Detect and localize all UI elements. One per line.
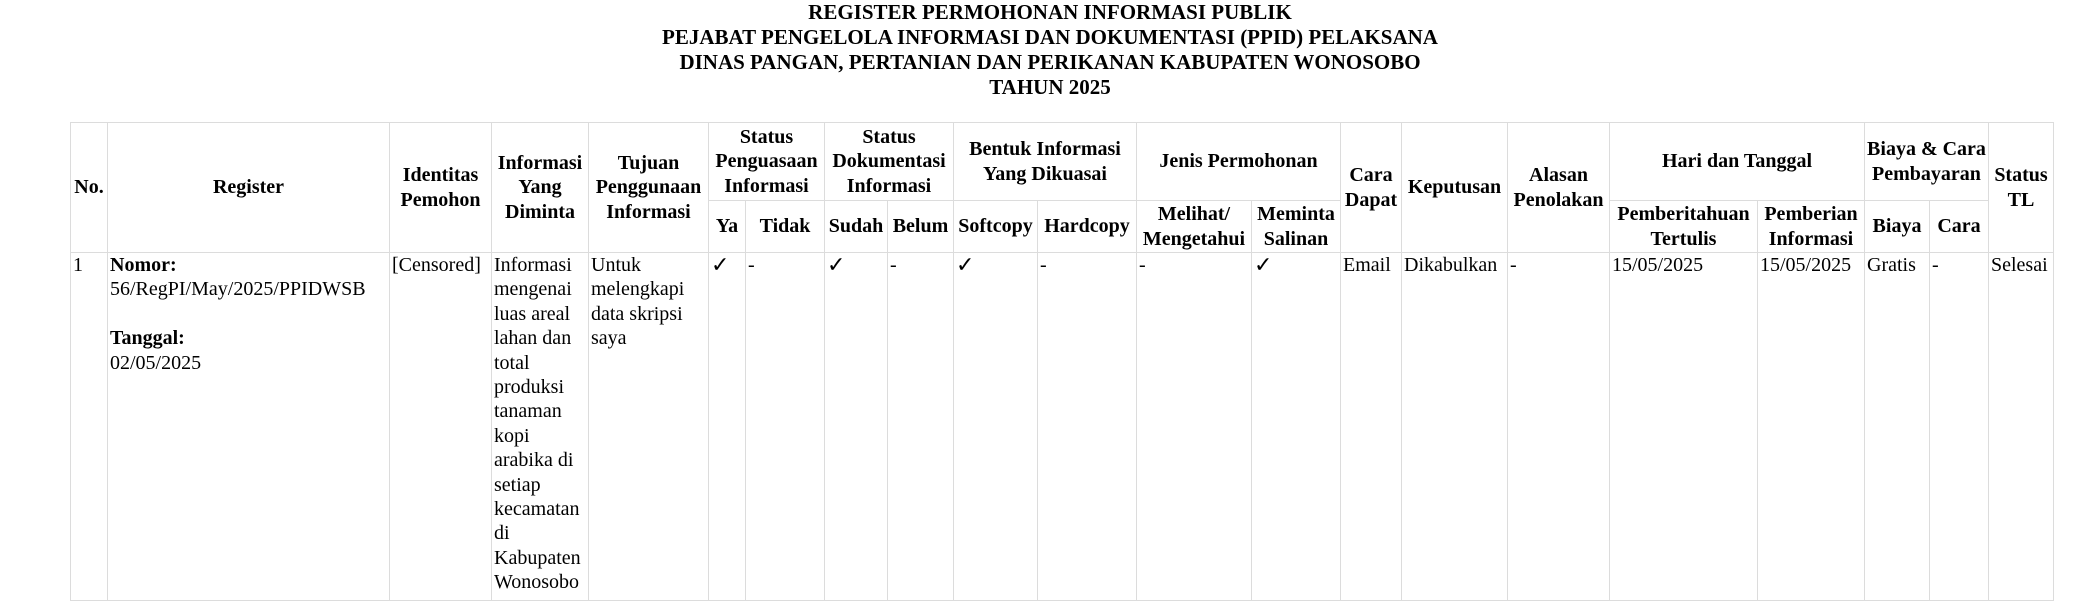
subheader-ya: Ya xyxy=(709,201,746,253)
subheader-hardcopy: Hardcopy xyxy=(1038,201,1137,253)
cell-register xyxy=(108,253,390,601)
cell-tujuan: Untuk melengkapi data skripsi saya xyxy=(589,253,709,601)
header-cara-dapat: Cara Dapat xyxy=(1341,123,1402,253)
cell-hardcopy: - xyxy=(1038,253,1137,601)
header-biaya-cara-pembayaran: Biaya & Cara Pembayaran xyxy=(1865,123,1989,201)
header-tujuan-penggunaan: Tujuan Penggunaan Informasi xyxy=(589,123,709,253)
cell-biaya: Gratis xyxy=(1865,253,1930,601)
subheader-melihat-mengetahui: Melihat/ Mengetahui xyxy=(1137,201,1252,253)
tanggal-value: 02/05/2025 xyxy=(110,351,202,374)
cell-pemberitahuan: 15/05/2025 xyxy=(1610,253,1758,601)
subheader-softcopy: Softcopy xyxy=(954,201,1038,253)
header-keputusan: Keputusan xyxy=(1402,123,1508,253)
cell-keputusan: Dikabulkan xyxy=(1402,253,1508,601)
cell-cara: - xyxy=(1930,253,1989,601)
title-line-4: TAHUN 2025 xyxy=(989,75,1111,99)
cell-belum: - xyxy=(888,253,954,601)
cell-no: 1 xyxy=(71,253,108,601)
nomor-value: 56/RegPI/May/2025/PPIDWSB xyxy=(110,278,366,301)
cell-status-tl: Selesai xyxy=(1989,253,2054,601)
subheader-cara: Cara xyxy=(1930,201,1989,253)
subheader-tidak: Tidak xyxy=(746,201,825,253)
subheader-sudah: Sudah xyxy=(825,201,888,253)
cell-alasan: - xyxy=(1508,253,1610,601)
header-no: No. xyxy=(71,123,108,253)
header-status-tl: Status TL xyxy=(1989,123,2054,253)
header-register: Register xyxy=(108,123,390,253)
title-line-3: DINAS PANGAN, PERTANIAN DAN PERIKANAN KABUPATEN WONOSOBO xyxy=(679,50,1421,74)
header-status-dokumentasi: Status Dokumentasi Informasi xyxy=(825,123,954,201)
header-informasi-yang-diminta: Informasi Yang Diminta xyxy=(492,123,589,253)
cell-tidak: - xyxy=(746,253,825,601)
cell-informasi: Informasi mengenai luas areal lahan dan total produksi tanaman kopi arabika di setiap kecamatan di Kabupaten Wonosobo xyxy=(492,253,589,601)
tanggal-label: Tanggal: xyxy=(110,327,185,350)
header-hari-dan-tanggal: Hari dan Tanggal xyxy=(1610,123,1865,201)
check-icon: ✓ xyxy=(954,253,1038,601)
cell-identitas: [Censored] xyxy=(390,253,492,601)
title-line-1: REGISTER PERMOHONAN INFORMASI PUBLIK xyxy=(808,0,1292,24)
cell-cara-dapat: Email xyxy=(1341,253,1402,601)
check-icon: ✓ xyxy=(1252,253,1341,601)
header-alasan-penolakan: Alasan Penolakan xyxy=(1508,123,1610,253)
subheader-biaya: Biaya xyxy=(1865,201,1930,253)
subheader-meminta-salinan: Meminta Salinan xyxy=(1252,201,1341,253)
subheader-pemberian-informasi: Pemberian Informasi xyxy=(1758,201,1865,253)
cell-melihat: - xyxy=(1137,253,1252,601)
header-jenis-permohonan: Jenis Permohonan xyxy=(1137,123,1341,201)
subheader-pemberitahuan-tertulis: Pemberitahuan Tertulis xyxy=(1610,201,1758,253)
cell-pemberian: 15/05/2025 xyxy=(1758,253,1865,601)
header-status-penguasaan: Status Penguasaan Informasi xyxy=(709,123,825,201)
check-icon: ✓ xyxy=(709,253,746,601)
header-identitas-pemohon: Identitas Pemohon xyxy=(390,123,492,253)
document-title xyxy=(70,0,2030,100)
table-row xyxy=(71,253,2054,601)
check-icon: ✓ xyxy=(825,253,888,601)
register-table xyxy=(70,122,2054,601)
title-line-2: PEJABAT PENGELOLA INFORMASI DAN DOKUMENTASI (PPID) PELAKSANA xyxy=(662,25,1438,49)
nomor-label: Nomor: xyxy=(110,254,177,276)
header-bentuk-informasi: Bentuk Informasi Yang Dikuasai xyxy=(954,123,1137,201)
subheader-belum: Belum xyxy=(888,201,954,253)
